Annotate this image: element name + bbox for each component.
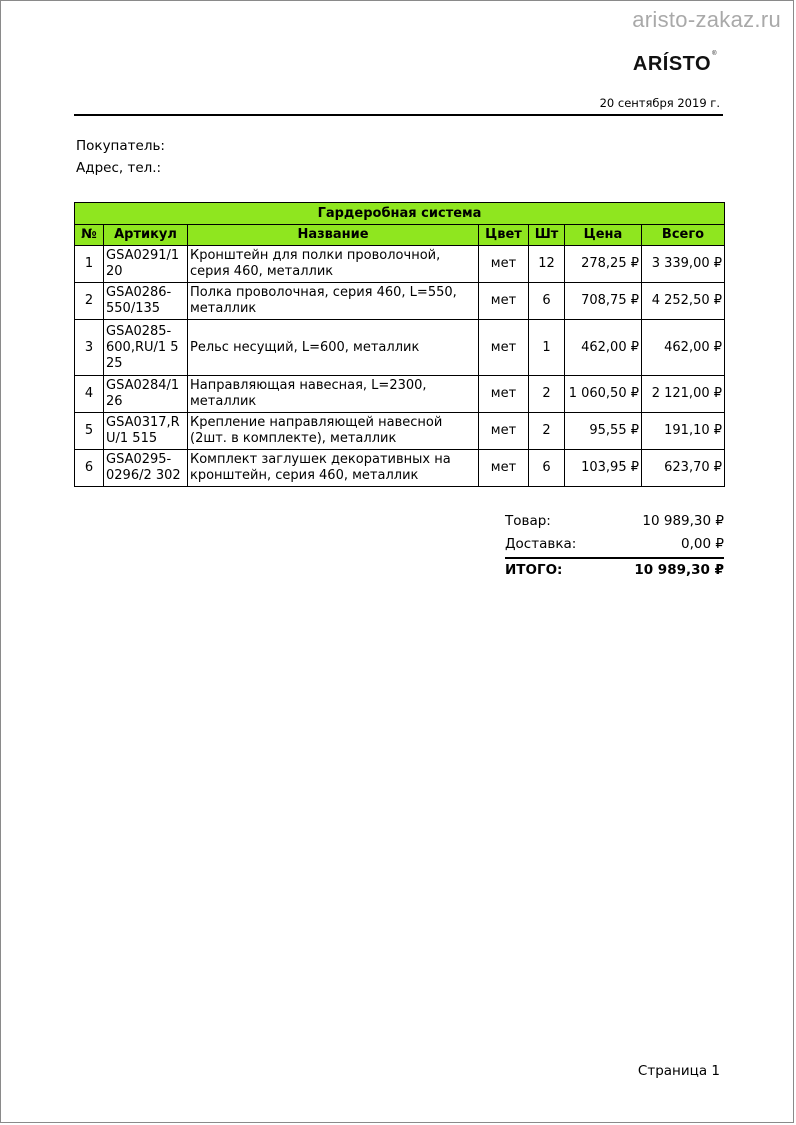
row-num: 3 — [75, 320, 104, 376]
row-price: 278,25 ₽ — [565, 246, 642, 283]
col-header-num: № — [75, 225, 104, 246]
row-color: мет — [479, 246, 529, 283]
row-sku: GSA0317,R U/1 515 — [104, 413, 188, 450]
row-total: 3 339,00 ₽ — [642, 246, 725, 283]
row-total: 4 252,50 ₽ — [642, 283, 725, 320]
goods-label: Товар: — [505, 513, 551, 529]
row-color: мет — [479, 283, 529, 320]
row-total: 191,10 ₽ — [642, 413, 725, 450]
row-name: Полка проволочная, серия 460, L=550, металлик — [188, 283, 479, 320]
header-divider — [74, 114, 723, 116]
col-header-price: Цена — [565, 225, 642, 246]
row-name: Рельс несущий, L=600, металлик — [188, 320, 479, 376]
row-name: Крепление направляющей навесной (2шт. в комплекте), металлик — [188, 413, 479, 450]
table-row — [75, 320, 725, 376]
goods-value: 10 989,30 ₽ — [642, 513, 724, 529]
row-num: 2 — [75, 283, 104, 320]
table-row — [75, 246, 725, 283]
row-sku: GSA0286-550/135 — [104, 283, 188, 320]
row-color: мет — [479, 413, 529, 450]
row-color: мет — [479, 376, 529, 413]
col-header-name: Название — [188, 225, 479, 246]
row-sku: GSA0295-0296/2 302 — [104, 450, 188, 487]
table-row — [75, 413, 725, 450]
col-header-total: Всего — [642, 225, 725, 246]
table-title: Гардеробная система — [75, 203, 725, 225]
col-header-sku: Артикул — [104, 225, 188, 246]
row-total: 2 121,00 ₽ — [642, 376, 725, 413]
delivery-value: 0,00 ₽ — [681, 536, 724, 552]
delivery-row — [505, 534, 724, 557]
row-sku: GSA0291/1 20 — [104, 246, 188, 283]
row-price: 462,00 ₽ — [565, 320, 642, 376]
row-qty: 12 — [529, 246, 565, 283]
row-num: 1 — [75, 246, 104, 283]
row-total: 623,70 ₽ — [642, 450, 725, 487]
document-date: 20 сентября 2019 г. — [599, 96, 720, 110]
col-header-qty: Шт — [529, 225, 565, 246]
row-price: 103,95 ₽ — [565, 450, 642, 487]
row-num: 6 — [75, 450, 104, 487]
delivery-label: Доставка: — [505, 536, 577, 552]
table-row — [75, 450, 725, 487]
row-num: 5 — [75, 413, 104, 450]
grand-total-value: 10 989,30 ₽ — [634, 562, 724, 578]
row-name: Кронштейн для полки проволочной, серия 460, металлик — [188, 246, 479, 283]
site-watermark: aristo-zakaz.ru — [632, 7, 781, 32]
row-num: 4 — [75, 376, 104, 413]
row-price: 95,55 ₽ — [565, 413, 642, 450]
goods-total-row — [505, 511, 724, 534]
items-table — [74, 202, 725, 487]
row-color: мет — [479, 450, 529, 487]
grand-total-label: ИТОГО: — [505, 562, 563, 578]
address-label: Адрес, тел.: — [76, 160, 162, 176]
table-row — [75, 283, 725, 320]
row-price: 1 060,50 ₽ — [565, 376, 642, 413]
row-color: мет — [479, 320, 529, 376]
registered-mark: ® — [712, 51, 717, 57]
row-total: 462,00 ₽ — [642, 320, 725, 376]
row-price: 708,75 ₽ — [565, 283, 642, 320]
row-qty: 6 — [529, 450, 565, 487]
buyer-label: Покупатель: — [76, 138, 165, 154]
row-qty: 6 — [529, 283, 565, 320]
brand-logo-text: ARÍSTO — [632, 53, 712, 75]
row-qty: 2 — [529, 413, 565, 450]
row-name: Направляющая навесная, L=2300, металлик — [188, 376, 479, 413]
buyer-block — [76, 135, 165, 179]
col-header-color: Цвет — [479, 225, 529, 246]
row-name: Комплект заглушек декоративных на кронштейн, серия 460, металлик — [188, 450, 479, 487]
brand-logo — [633, 53, 717, 76]
page-number: Страница 1 — [637, 1063, 720, 1079]
totals-block — [505, 511, 724, 583]
row-qty: 2 — [529, 376, 565, 413]
row-sku: GSA0285-600,RU/1 5 25 — [104, 320, 188, 376]
table-row — [75, 376, 725, 413]
grand-total-row — [505, 557, 724, 583]
row-sku: GSA0284/1 26 — [104, 376, 188, 413]
row-qty: 1 — [529, 320, 565, 376]
